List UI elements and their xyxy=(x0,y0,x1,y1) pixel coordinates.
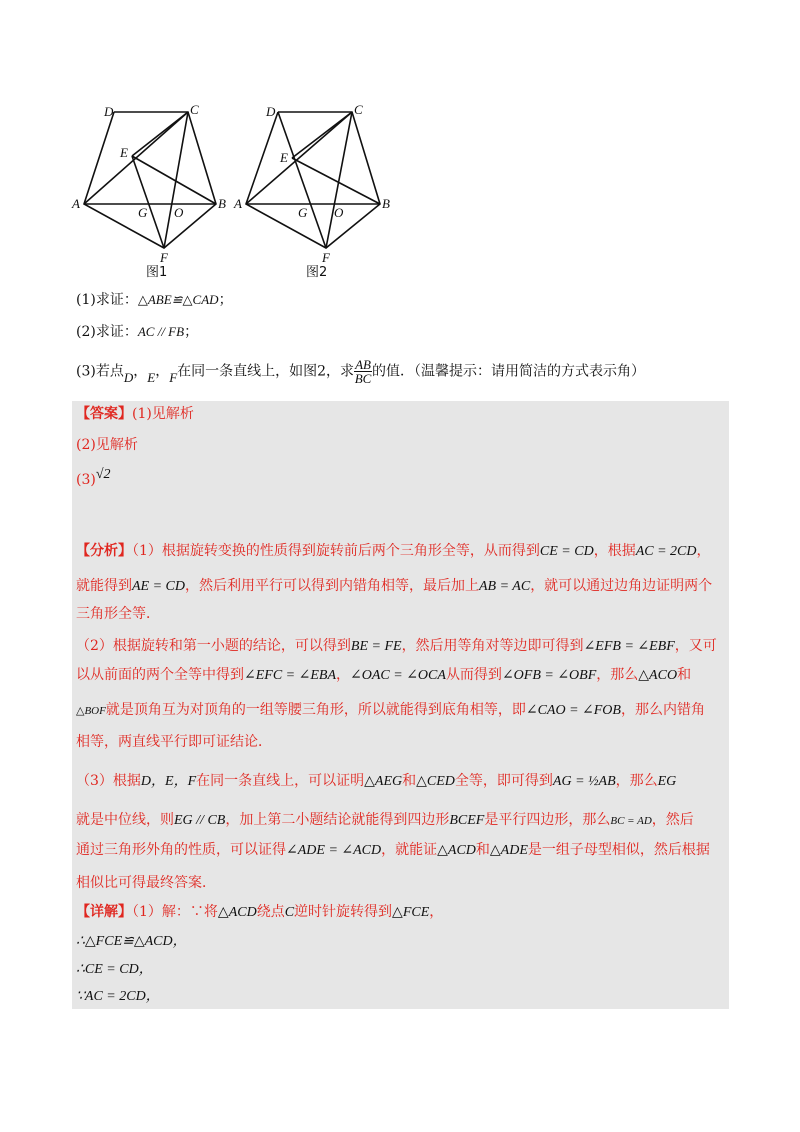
analysis-text: 从而得到 xyxy=(445,667,502,683)
analysis-text: 通过三角形外角的性质，可以证得 xyxy=(76,842,286,858)
analysis-math: △ACO xyxy=(638,668,678,683)
detail-text: 逆时针旋转得到 xyxy=(294,904,393,920)
analysis-math: ∠OAC = ∠OCA xyxy=(350,668,446,683)
detail-text: 绕点 xyxy=(256,904,285,920)
answer-tag: 【答案】 xyxy=(76,406,132,422)
analysis-line-9 xyxy=(76,810,694,831)
fig2-caption: 图2 xyxy=(306,265,328,280)
fig1-caption: 图1 xyxy=(146,265,168,280)
fig1-label-D: D xyxy=(104,104,114,119)
analysis-text: 是平行四边形，那么 xyxy=(484,812,611,828)
analysis-text: 相似比可得最终答案． xyxy=(76,875,216,891)
analysis-line-4 xyxy=(76,636,717,657)
analysis-text: （3）根据 xyxy=(76,773,141,789)
detail-math: ∴CE = CD， xyxy=(76,962,153,977)
fig1-label-C: C xyxy=(190,102,199,117)
analysis-math: BE = FE xyxy=(350,639,402,654)
figure-1 xyxy=(70,100,240,280)
fig2-label-C: C xyxy=(354,102,363,117)
analysis-line-2 xyxy=(76,576,712,597)
fig1-label-O: O xyxy=(174,205,184,220)
analysis-line-6 xyxy=(76,700,705,721)
detail-math: ∴△FCE≌△ACD， xyxy=(76,934,187,949)
analysis-text: 和 xyxy=(677,667,692,683)
analysis-math: BC = AD xyxy=(610,815,652,827)
analysis-math: AG = ½AB xyxy=(552,774,616,789)
question-3-prefix: (3)若点 xyxy=(76,363,124,380)
fig1-label-A: A xyxy=(72,196,80,211)
detail-tag: 【详解】 xyxy=(76,904,132,920)
question-1-suffix: ； xyxy=(218,292,233,308)
fig2-label-O: O xyxy=(334,205,344,220)
detail-line-4 xyxy=(76,986,160,1007)
question-3-suffix: 的值．（温馨提示：请用简洁的方式表示角） xyxy=(371,363,645,380)
detail-text: （1）解：∵将 xyxy=(132,904,218,920)
analysis-text: 三角形全等． xyxy=(76,606,160,622)
analysis-text: ，就可以通过边角边证明两个 xyxy=(530,578,713,594)
analysis-math: ∠ADE = ∠ACD xyxy=(286,843,382,858)
analysis-line-3 xyxy=(76,604,160,624)
detail-math: △ACD xyxy=(217,905,257,920)
analysis-math: BCEF xyxy=(449,813,485,828)
figure-2 xyxy=(232,100,402,280)
analysis-line-7 xyxy=(76,732,272,752)
analysis-text: （1）根据旋转变换的性质得到旋转前后两个三角形全等，从而得到 xyxy=(132,543,540,559)
analysis-text: ，又可 xyxy=(674,638,717,654)
detail-line-3 xyxy=(76,959,153,980)
answer-line-3 xyxy=(76,467,111,491)
analysis-math: △ADE xyxy=(489,843,528,858)
answer-line-1 xyxy=(76,404,194,424)
analysis-text: ，那么 xyxy=(615,773,658,789)
question-3-point-F: F xyxy=(169,369,178,385)
fraction-denominator: BC xyxy=(354,371,372,386)
analysis-math: CE = CD xyxy=(539,544,594,559)
question-2-prefix: (2)求证： xyxy=(76,324,138,340)
answer-3-value: √2 xyxy=(95,467,111,482)
analysis-text: 和 xyxy=(475,842,490,858)
analysis-text: 在同一条直线上，可以证明 xyxy=(196,773,365,789)
analysis-text: ，那么内错角 xyxy=(620,702,705,718)
question-1-math: △ABE≌△CAD xyxy=(137,292,219,307)
analysis-text: ，然后用等角对等边即可得到 xyxy=(401,638,584,654)
answer-1: (1)见解析 xyxy=(132,406,194,422)
analysis-text: ， xyxy=(696,543,711,559)
question-1 xyxy=(76,290,233,310)
analysis-text: ，加上第二小题结论就能得到四边形 xyxy=(225,812,450,828)
detail-math: △FCE xyxy=(392,905,430,920)
analysis-math: AB = AC xyxy=(479,579,531,594)
question-3-middle: 在同一条直线上，如图2，求 xyxy=(177,363,355,380)
detail-math: ∵AC = 2CD， xyxy=(76,989,160,1004)
analysis-math: △BOF xyxy=(76,705,106,717)
detail-line-2 xyxy=(76,931,187,952)
analysis-line-10 xyxy=(76,840,710,861)
analysis-text: （2）根据旋转和第一小题的结论，可以得到 xyxy=(76,638,351,654)
question-3-fraction xyxy=(354,358,372,385)
fig2-label-G: G xyxy=(298,205,308,220)
analysis-text: 就能得到 xyxy=(76,578,132,594)
analysis-text: 相等，两直线平行即可证结论． xyxy=(76,734,272,750)
analysis-text: ，根据 xyxy=(593,543,636,559)
analysis-math: △ACD xyxy=(437,843,476,858)
analysis-text: 就是顶角互为对顶角的一组等腰三角形，所以就能得到底角相等，即 xyxy=(105,702,526,718)
fig2-label-A: A xyxy=(234,196,242,211)
fraction-numerator: AB xyxy=(355,357,371,372)
analysis-math: AC = 2CD xyxy=(635,544,697,559)
analysis-tag: 【分析】 xyxy=(76,543,132,559)
analysis-line-5 xyxy=(76,665,691,686)
analysis-math: △AEG xyxy=(364,774,403,789)
analysis-text: ， xyxy=(336,667,351,683)
analysis-math: △CED xyxy=(416,774,455,789)
analysis-math: ∠EFC = ∠EBA xyxy=(244,668,337,683)
analysis-math: ∠CAO = ∠FOB xyxy=(525,703,621,718)
analysis-text: 全等，即可得到 xyxy=(454,773,553,789)
analysis-text: ，然后利用平行可以得到内错角相等，最后加上 xyxy=(185,578,479,594)
fig1-label-E: E xyxy=(120,145,128,160)
question-3: (3)若点D，E，F在同一条直线上，如图2，求 $\frac{AB}{BC}$ 的值．（温馨提示：请用简洁的方式表示角） xyxy=(76,357,645,386)
analysis-text: 和 xyxy=(402,773,417,789)
fig2-label-B: B xyxy=(382,196,390,211)
answer-line-2 xyxy=(76,435,138,455)
analysis-math: ∠EFB = ∠EBF xyxy=(583,639,675,654)
analysis-text: ，那么 xyxy=(596,667,639,683)
analysis-text: 是一组子母型相似，然后根据 xyxy=(527,842,710,858)
detail-text: ， xyxy=(429,904,444,920)
analysis-text: ，然后 xyxy=(651,812,694,828)
question-2-suffix: ； xyxy=(184,324,199,340)
question-2-math: AC // FB xyxy=(137,324,185,339)
analysis-text: ，就能证 xyxy=(381,842,438,858)
analysis-text: 就是中位线，则 xyxy=(76,812,174,828)
analysis-line-1 xyxy=(76,541,711,562)
question-3-point-D: D xyxy=(123,369,134,385)
detail-line-1 xyxy=(76,902,443,923)
analysis-math: AE = CD xyxy=(132,579,185,594)
fig2-label-D: D xyxy=(266,104,276,119)
fig2-label-F: F xyxy=(322,250,330,265)
analysis-math: EG // CB xyxy=(174,813,226,828)
fig1-label-G: G xyxy=(138,205,148,220)
detail-math: C xyxy=(284,905,295,920)
analysis-line-11 xyxy=(76,873,216,893)
question-2 xyxy=(76,322,198,342)
answer-3-prefix: (3) xyxy=(76,472,96,488)
answer-2: (2)见解析 xyxy=(76,437,138,453)
fig2-label-E: E xyxy=(280,150,288,165)
analysis-math: EG xyxy=(657,774,677,789)
analysis-line-8 xyxy=(76,771,676,792)
fig1-label-F: F xyxy=(160,250,168,265)
analysis-math: ∠OFB = ∠OBF xyxy=(501,668,597,683)
question-1-prefix: (1)求证： xyxy=(76,292,138,308)
analysis-text: 以从前面的两个全等中得到 xyxy=(76,667,244,683)
fig1-label-B: B xyxy=(218,196,226,211)
question-3-point-E: E xyxy=(147,369,156,385)
analysis-math: D，E，F xyxy=(140,774,197,789)
